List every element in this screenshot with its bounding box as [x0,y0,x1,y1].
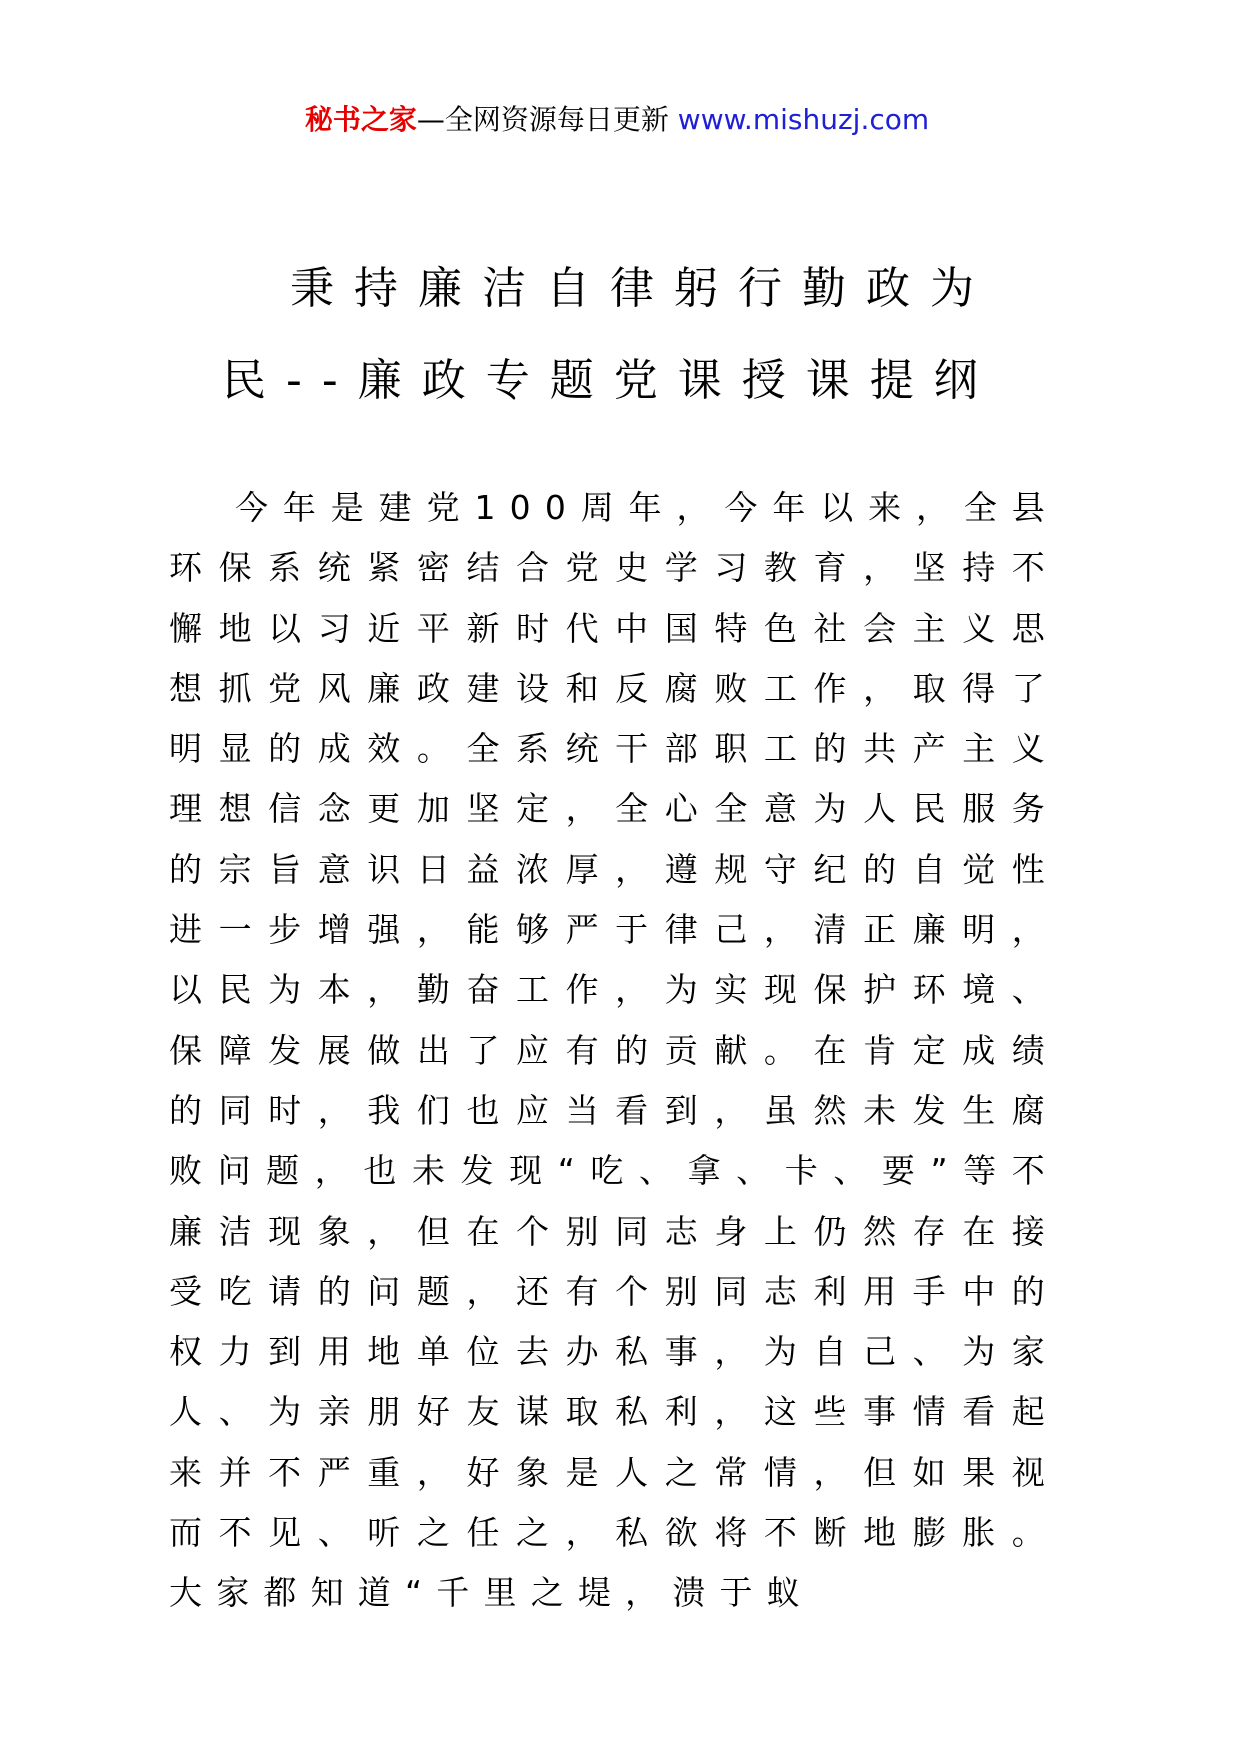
website-link[interactable]: www.mishuzj.com [677,103,930,136]
document-title-line-1: 秉持廉洁自律躬行勤政为 [290,263,994,314]
header-tagline: —全网资源每日更新 [416,103,669,136]
brand-name: 秘书之家 [304,103,417,136]
document-title-line-2: 民--廉政专题党课授课提纲 [222,355,998,406]
body-paragraph: 今年是建党100周年，今年以来，全县环保系统紧密结合党史学习教育，坚持不懈地以习近平新时代中国特色社会主义思想抓党风廉政建设和反腐败工作，取得了明显的成效。全系统干部职工的共产主义理想信念更加坚定，全心全意为人民服务的宗旨意识日益浓厚，遵规守纪的自觉性进一步增强，能够严于律己，清正廉明，以民为本，勤奋工作，为实现保护环境、保障发展做出了应有的贡献。在肯定成绩的同时，我们也应当看到，虽然未发生腐败问题，也未发现“吃、拿、卡、要”等不廉洁现象，但在个别同志身上仍然存在接受吃请的问题，还有个别同志利用手中的权力到用地单位去办私事，为自己、为家人、为亲朋好友谋取私利，这些事情看起来并不严重，好象是人之常情，但如果视而不见、听之任之，私欲将不断地膨胀。大家都知道“千里之堤，溃于蚁 [169,488,1059,1613]
page-header [0,100,1234,140]
